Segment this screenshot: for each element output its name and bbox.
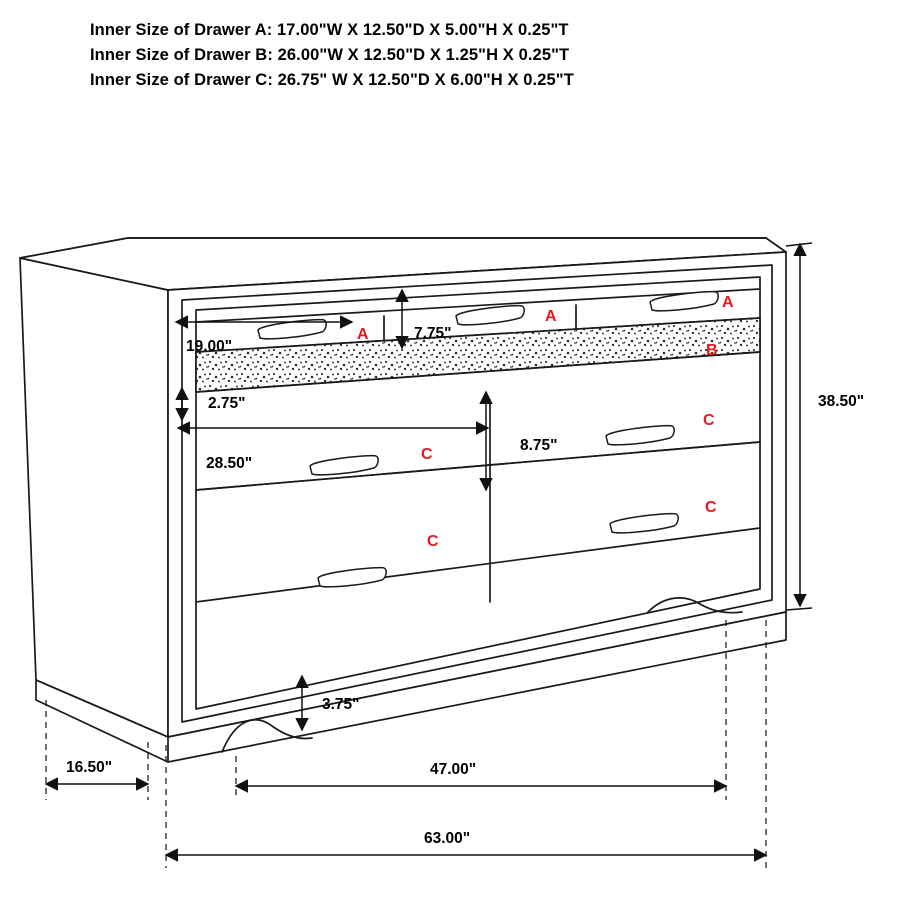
dimension-overall-width: 63.00" [424, 830, 471, 847]
dimension-overall-height: 38.50" [818, 393, 865, 410]
drawer-label-c-mid-left: C [421, 446, 433, 463]
drawer-label-c-mid-right: C [703, 412, 715, 429]
drawer-label-b: B [706, 342, 718, 359]
drawer-label-c-bottom-left: C [427, 533, 439, 550]
spec-line-drawer-c: Inner Size of Drawer C: 26.75" W X 12.50"D X 6.00"H X 0.25"T [90, 71, 574, 89]
dimension-drawer-a-width: 19.00" [186, 338, 233, 355]
drawer-label-a-left: A [357, 326, 369, 343]
drawer-label-c-bottom-right: C [705, 499, 717, 516]
dimension-front-width: 47.00" [430, 761, 477, 778]
dimension-drawer-b-height: 2.75" [208, 395, 246, 412]
dimension-drawer-c-width: 28.50" [206, 455, 253, 472]
spec-line-drawer-b: Inner Size of Drawer B: 26.00"W X 12.50"D X 1.25"H X 0.25"T [90, 46, 570, 64]
dimension-drawer-c-height: 8.75" [520, 437, 558, 454]
dimension-drawer-a-height: 7.75" [414, 325, 452, 342]
spec-line-drawer-a: Inner Size of Drawer A: 17.00"W X 12.50"D X 5.00"H X 0.25"T [90, 21, 569, 39]
dimension-depth: 16.50" [66, 759, 113, 776]
dimension-leg-height: 3.75" [322, 696, 360, 713]
drawer-label-a-right: A [722, 294, 734, 311]
drawer-label-a-middle: A [545, 308, 557, 325]
